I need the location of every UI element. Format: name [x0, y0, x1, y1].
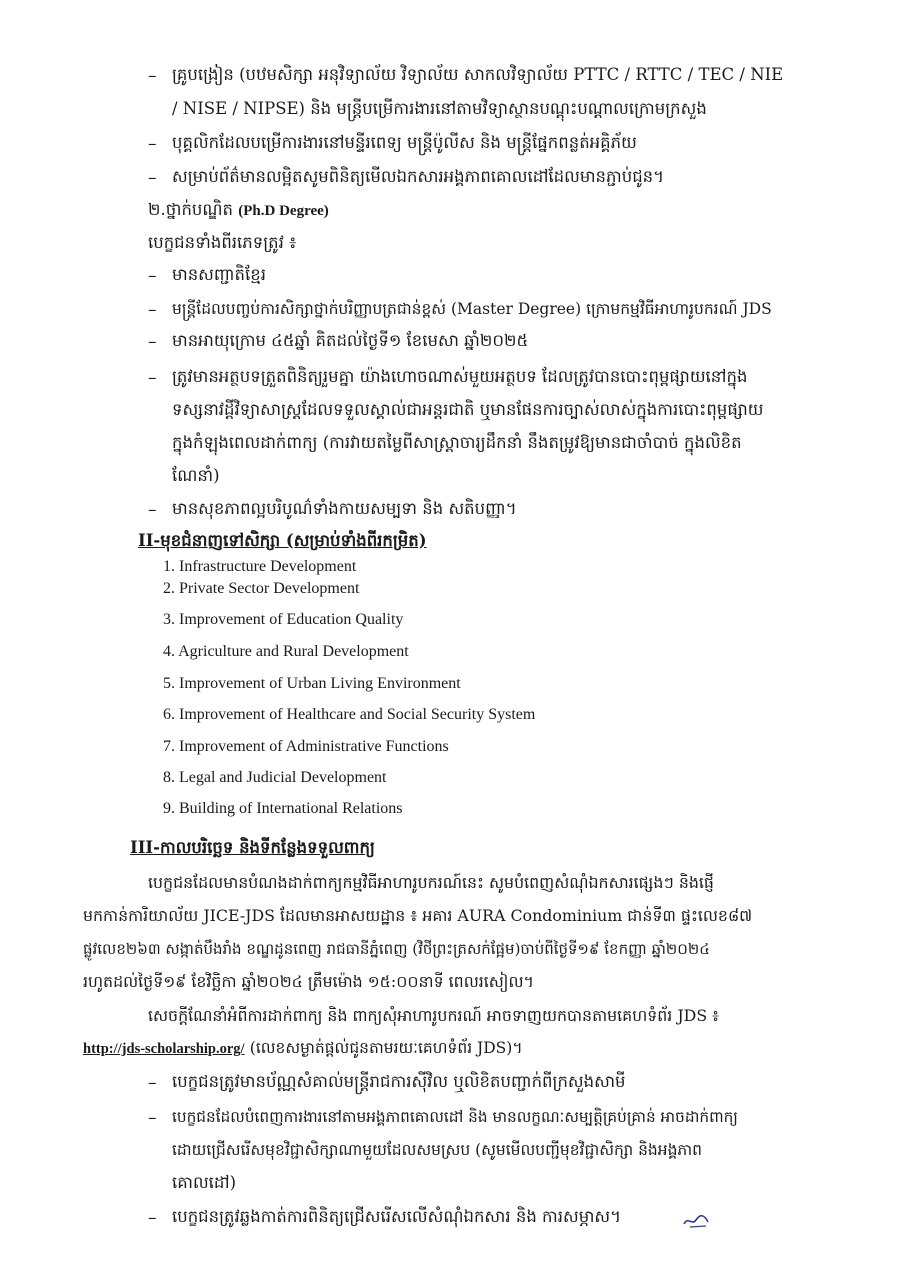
bullet-text: បុគ្គលិកដែលបម្រើការងារនៅមន្ទីរពេទ្យ មន្ត្រីប៉ូលីស និង មន្ត្រីផ្នែកពន្លត់អគ្គិភ័យ	[172, 133, 637, 152]
phd-criteria-label: បេក្ខជនទាំងពីរភេទត្រូវ ៖	[148, 233, 297, 252]
bullet-dash: –	[148, 168, 157, 188]
bullet-text: គ្រូបង្រៀន (បឋមសិក្សា អនុវិទ្យាល័យ វិទ្យាល័យ សាកលវិទ្យាល័យ PTTC / RTTC / TEC / NIE	[172, 65, 784, 84]
bullet-text-cont: ដោយជ្រើសរើសមុខវិជ្ជាសិក្សាណាមួយដែលសមស្រប (សូមមើលបញ្ជីមុខវិជ្ជាសិក្សា និងអង្គភាព	[172, 1141, 703, 1159]
bullet-text: បេក្ខជនត្រូវឆ្លងកាត់ការពិនិត្យជ្រើសរើសលើសំណុំឯកសារ និង ការសម្ភាស។	[172, 1207, 622, 1226]
bullet-dash: –	[148, 500, 157, 520]
section-ii-title: II-មុខជំនាញទៅសិក្សា (សម្រាប់ទាំងពីរកម្រិត)	[138, 531, 427, 550]
bullet-dash: –	[148, 266, 157, 286]
criteria-item: មានសញ្ជាតិខ្មែរ	[172, 265, 266, 284]
criteria-item: មានសុខភាពល្អបរិបូណ៌ទាំងកាយសម្បទា និង សតិបញ្ញា។	[172, 499, 517, 518]
bullet-text: បេក្ខជនដែលបំពេញការងារនៅតាមអង្គភាពគោលដៅ និង មានលក្ខណៈសម្បត្តិគ្រប់គ្រាន់ អាចដាក់ពាក្យ	[172, 1108, 738, 1126]
phd-heading	[148, 199, 329, 222]
bullet-dash: –	[148, 368, 157, 388]
para-line: មកកាន់ការិយាល័យ JICE-JDS ដែលមានអាសយដ្ឋាន ៖ អគារ AURA Condominium ជាន់ទី៣ ផ្ទះលេខ៨៧	[83, 906, 753, 925]
field-item: 1. Infrastructure Development	[163, 558, 357, 575]
bullet-dash: –	[148, 66, 157, 86]
link-line	[83, 1037, 523, 1060]
link-note: (លេខសម្ងាត់ផ្តល់ជូនតាមរយៈគេហទំព័រ JDS)។	[249, 1039, 523, 1057]
bullet-dash: –	[148, 300, 157, 320]
criteria-item-cont: ណែនាំ)	[172, 466, 220, 485]
field-item: 2. Private Sector Development	[163, 580, 360, 597]
bullet-text: សម្រាប់ព័ត៌មានលម្អិតសូមពិនិត្យមើលឯកសារអង្គភាពគោលដៅដែលមានភ្ជាប់ជូន។	[172, 167, 665, 186]
initial-signature-mark	[682, 1210, 712, 1230]
bullet-dash: –	[148, 1208, 157, 1228]
field-item: 3. Improvement of Education Quality	[163, 611, 404, 628]
para-line: បេក្ខជនដែលមានបំណងដាក់ពាក្យកម្មវិធីអាហារូបករណ៍នេះ សូមបំពេញសំណុំឯកសារផ្សេងៗ និងផ្ញើ	[148, 873, 714, 892]
criteria-item: មន្ត្រីដែលបញ្ចប់ការសិក្សាថ្នាក់បរិញ្ញាបត្រជាន់ខ្ពស់ (Master Degree) ក្រោមកម្មវិធីអាហារូបករណ៍ JDS	[172, 300, 772, 318]
criteria-item: ត្រូវមានអត្ថបទត្រួតពិនិត្យរួមគ្នា យ៉ាងហោចណាស់មួយអត្ថបទ ដែលត្រូវបានបោះពុម្ពផ្សាយនៅក្នុង	[172, 367, 748, 386]
bullet-dash: –	[148, 1108, 157, 1128]
field-item: 4. Agriculture and Rural Development	[163, 643, 409, 660]
phd-heading-en: (Ph.D Degree)	[238, 203, 329, 219]
section-iii-title: III-កាលបរិច្ឆេទ និងទីកន្លែងទទួលពាក្យ	[130, 838, 375, 857]
criteria-item: មានអាយុក្រោម ៤៥ឆ្នាំ គិតដល់ថ្ងៃទី១ ខែមេសា ឆ្នាំ២០២៥	[172, 331, 529, 350]
bullet-dash: –	[148, 134, 157, 154]
field-item: 9. Building of International Relations	[163, 800, 403, 817]
para-line: សេចក្តីណែនាំអំពីការដាក់ពាក្យ និង ពាក្យសុំអាហារូបករណ៍ អាចទាញយកបានតាមគេហទំព័រ JDS ៖	[148, 1006, 720, 1025]
para-line: ផ្លូវលេខ២៦៣ សង្កាត់បឹងរាំង ខណ្ឌដូនពេញ រាជធានីភ្នំពេញ (វិថីព្រះត្រសក់ផ្អែម)ចាប់ពីថ្ងៃទី១៩ ខែកញ្ញា ឆ្នាំ២០២៤	[83, 940, 710, 958]
bullet-text: បេក្ខជនត្រូវមានប័ណ្ណសំគាល់មន្ត្រីរាជការស៊ីវិល ឬលិខិតបញ្ជាក់ពីក្រសួងសាមី	[172, 1072, 626, 1091]
phd-heading-km: ២.ថ្នាក់បណ្ឌិត	[148, 200, 234, 219]
field-item: 6. Improvement of Healthcare and Social Security System	[163, 706, 536, 723]
criteria-item-cont: ទស្សនាវដ្តីវិទ្យាសាស្ត្រដែលទទួលស្គាល់ជាអន្តរជាតិ ឬមានផែនការច្បាស់លាស់ក្នុងការបោះពុម្ពផ្សាយ	[172, 400, 764, 419]
bullet-dash: –	[148, 1073, 157, 1093]
field-item: 8. Legal and Judicial Development	[163, 769, 387, 786]
bullet-dash: –	[148, 332, 157, 352]
jds-website-link[interactable]: http://jds-scholarship.org/	[83, 1041, 245, 1057]
para-line: រហូតដល់ថ្ងៃទី១៩ ខែវិច្ឆិកា ឆ្នាំ២០២៤ ត្រឹមម៉ោង ១៥:០០នាទី ពេលរសៀល។	[83, 972, 534, 991]
criteria-item-cont: ក្នុងកំឡុងពេលដាក់ពាក្យ (ការវាយតម្លៃពីសាស្ត្រាចារ្យដឹកនាំ នឹងតម្រូវឱ្យមានជាចាំបាច់ ក្នុងលិខិត	[172, 433, 742, 452]
field-item: 7. Improvement of Administrative Functions	[163, 738, 449, 755]
bullet-text-cont: គោលដៅ)	[172, 1173, 237, 1192]
bullet-text-cont: / NISE / NIPSE) និង មន្ត្រីបម្រើការងារនៅតាមវិទ្យាស្ថានបណ្តុះបណ្តាលក្រោមក្រសួង	[172, 99, 707, 118]
field-item: 5. Improvement of Urban Living Environment	[163, 675, 461, 692]
